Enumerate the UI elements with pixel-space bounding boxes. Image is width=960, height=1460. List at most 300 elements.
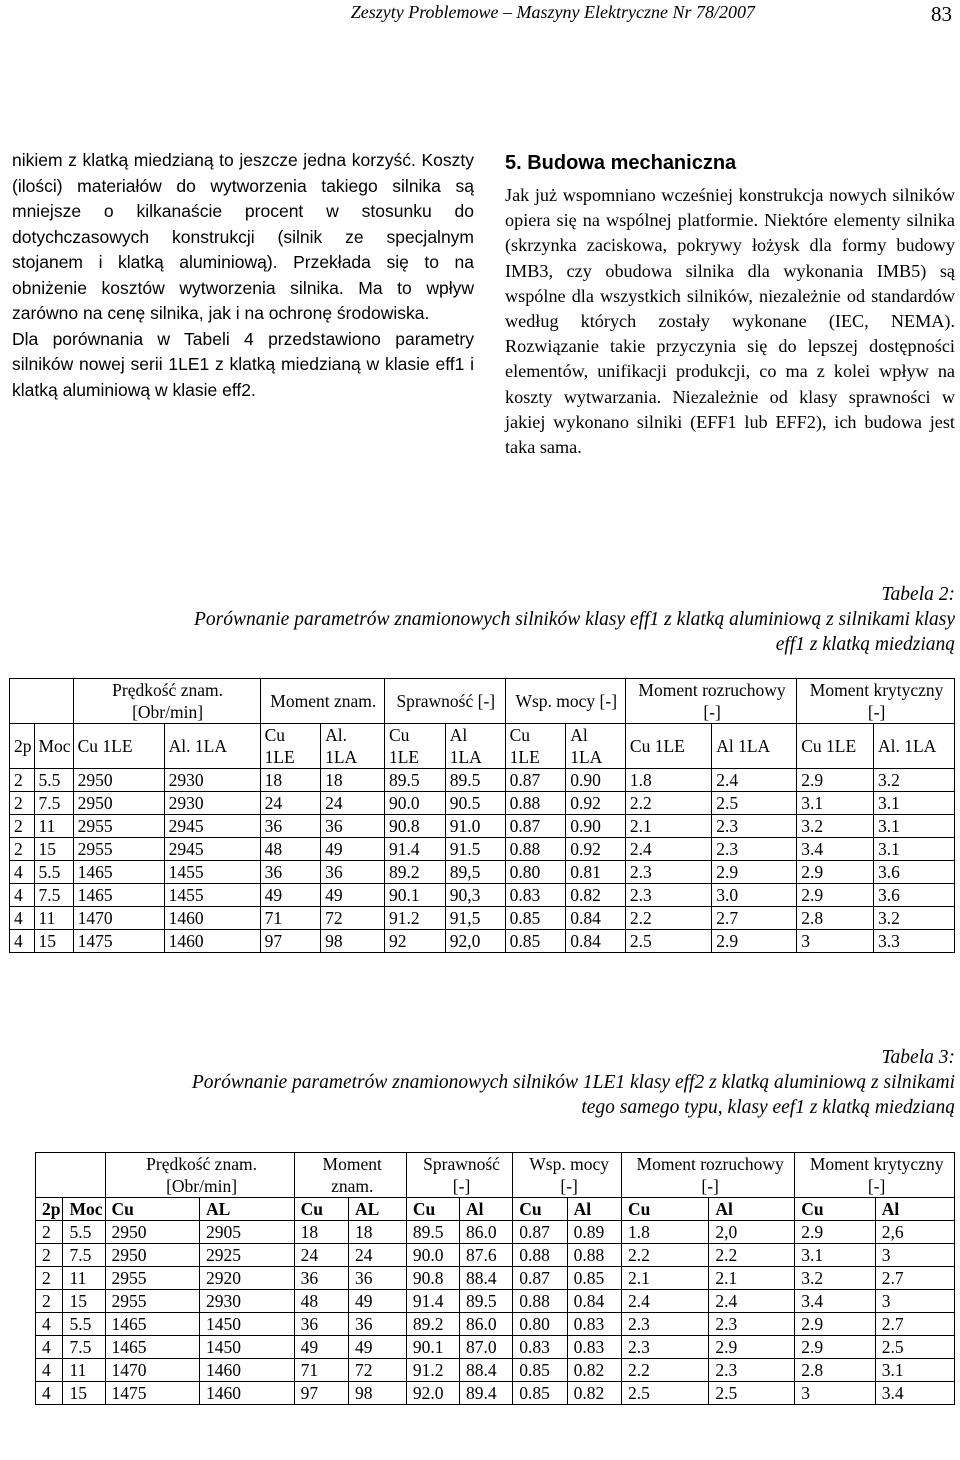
table2-subheader-cell: Cu 1LE [384,724,445,769]
table-cell: 18 [349,1221,407,1244]
table-cell: 0.90 [566,769,626,792]
table-cell: 0.85 [505,930,566,953]
table-cell: 15 [63,1290,105,1313]
table3-subheader-cell: Cu [294,1198,348,1221]
section-heading: 5. Budowa mechaniczna [505,152,737,174]
table-cell: 2.9 [795,1221,875,1244]
table-row [36,1359,955,1382]
table2-label: Tabela 2: [881,584,955,605]
table-cell: 24 [321,792,385,815]
table-cell: 4 [36,1359,63,1382]
table-cell: 48 [294,1290,348,1313]
table-cell: 2.2 [622,1244,709,1267]
table-cell: 0.92 [566,792,626,815]
table-cell: 89.2 [384,861,445,884]
table-cell: 2950 [105,1244,200,1267]
table3-caption [10,1045,955,1120]
table-cell: 49 [321,884,385,907]
table-row [10,907,955,930]
table-cell: 2.3 [709,1313,795,1336]
table-cell: 90.8 [406,1267,459,1290]
table-cell: 2930 [200,1290,295,1313]
table-cell: 0.82 [566,884,626,907]
table-row [10,838,955,861]
table-cell: 0.84 [567,1290,621,1313]
table-cell: 2.5 [709,1382,795,1405]
table-row [36,1336,955,1359]
table-cell: 3.2 [873,769,954,792]
table-cell: 0.82 [567,1382,621,1405]
table-cell: 36 [349,1313,407,1336]
table-cell: 7.5 [34,884,73,907]
table-cell: 2.8 [795,1359,875,1382]
table-cell: 2.1 [709,1267,795,1290]
table-cell: 2.2 [625,792,711,815]
table-cell: 2925 [200,1244,295,1267]
table-cell: 2.5 [625,930,711,953]
table3-subheader-cell: Al [875,1198,954,1221]
table-cell: 2 [10,815,35,838]
table-cell: 89,5 [445,861,505,884]
table-cell: 1470 [73,907,164,930]
table-cell: 2.3 [712,838,797,861]
table-cell: 4 [36,1336,63,1359]
table-cell: 18 [260,769,321,792]
table-cell: 2.4 [709,1290,795,1313]
table-cell: 2.2 [709,1244,795,1267]
table-row [10,769,955,792]
table3-subheader-cell: Al [460,1198,513,1221]
table-cell: 1450 [200,1313,295,1336]
table-cell: 3.4 [875,1382,954,1405]
table2-subheader-cell: Cu 1LE [625,724,711,769]
table-cell: 49 [294,1336,348,1359]
table-cell: 1455 [164,861,260,884]
table-cell: 2.4 [712,769,797,792]
table-cell: 90.1 [384,884,445,907]
right-column [505,150,955,460]
table-cell: 2.9 [712,861,797,884]
table-cell: 0.80 [505,861,566,884]
table-cell: 91.0 [445,815,505,838]
table-cell: 3 [875,1244,954,1267]
table-cell: 3 [797,930,874,953]
table-cell: 3.1 [875,1359,954,1382]
table-cell: 36 [294,1267,348,1290]
table-cell: 49 [260,884,321,907]
table-cell: 90.8 [384,815,445,838]
table-cell: 0.81 [566,861,626,884]
table-cell: 2 [36,1244,63,1267]
table-cell: 0.82 [567,1359,621,1382]
table-cell: 24 [349,1244,407,1267]
table-row [10,861,955,884]
table-cell: 36 [349,1267,407,1290]
table-cell: 3.2 [797,815,874,838]
table-cell: 71 [260,907,321,930]
table-cell: 71 [294,1359,348,1382]
table-cell: 2.9 [795,1336,875,1359]
table-cell: 4 [10,907,35,930]
table-cell: 2.7 [875,1267,954,1290]
table3-group-header-row [36,1153,955,1198]
table-cell: 2.5 [875,1336,954,1359]
table-cell: 4 [36,1313,63,1336]
table-cell: 15 [34,930,73,953]
table-cell: 2.3 [712,815,797,838]
table3-subheader-cell: 2p [36,1198,63,1221]
table-cell: 2930 [164,792,260,815]
table-cell: 2.5 [712,792,797,815]
table-cell: 2.9 [709,1336,795,1359]
table-cell: 88.4 [460,1359,513,1382]
table3-subheader-cell: Cu [406,1198,459,1221]
table2-subheader-cell: Moc [34,724,73,769]
table-cell: 2 [10,769,35,792]
table-cell: 3.2 [873,907,954,930]
table2-subheader-cell: Al 1LA [712,724,797,769]
table-cell: 87.6 [460,1244,513,1267]
table3-group-header: Sprawność [-] [406,1153,512,1198]
table-cell: 2.9 [795,1313,875,1336]
table-cell: 5.5 [63,1221,105,1244]
table-cell: 0.85 [505,907,566,930]
table-cell: 72 [321,907,385,930]
table3 [35,1152,955,1405]
table2-subheader-row [10,724,955,769]
table-cell: 2.2 [622,1359,709,1382]
table-cell: 90.0 [406,1244,459,1267]
table3-group-header: Prędkość znam. [Obr/min] [105,1153,294,1198]
table2-subheader-cell: Al. 1LA [164,724,260,769]
table2-group-header: Wsp. mocy [-] [505,679,625,724]
table3-subheader-cell: Cu [622,1198,709,1221]
table-cell: 92 [384,930,445,953]
table-cell: 36 [260,861,321,884]
table-cell: 1465 [73,884,164,907]
table2-subheader-cell: Cu 1LE [73,724,164,769]
table-cell: 11 [34,815,73,838]
table-cell: 5.5 [34,861,73,884]
table-cell: 0.92 [566,838,626,861]
page-number: 83 [931,2,952,26]
table-cell: 4 [10,884,35,907]
table3-subheader-cell: AL [349,1198,407,1221]
table-cell: 1.8 [622,1221,709,1244]
table-cell: 5.5 [34,769,73,792]
table-cell: 2 [10,838,35,861]
table-cell: 18 [294,1221,348,1244]
table2-title-line2: eff1 z klatką miedzianą [775,634,955,655]
table2-group-header-row [10,679,955,724]
table-cell: 3.1 [873,815,954,838]
table-cell: 15 [34,838,73,861]
table-cell: 36 [321,861,385,884]
table-cell: 0.84 [566,907,626,930]
table3-body [36,1221,955,1405]
table2-subheader-cell: Al. 1LA [873,724,954,769]
table2-group-header: Prędkość znam. [Obr/min] [73,679,260,724]
table-cell: 91.2 [384,907,445,930]
table-cell: 2.9 [797,769,874,792]
table-row [36,1267,955,1290]
table3-label: Tabela 3: [881,1047,955,1068]
table-cell: 1470 [105,1359,200,1382]
table-cell: 7.5 [63,1336,105,1359]
table-cell: 2945 [164,815,260,838]
table-cell: 72 [349,1359,407,1382]
table-cell: 3.3 [873,930,954,953]
table-cell: 1455 [164,884,260,907]
table-cell: 0.88 [513,1244,567,1267]
table3-group-header: Moment znam. [294,1153,406,1198]
table-cell: 2.7 [875,1313,954,1336]
table-cell: 88.4 [460,1267,513,1290]
table-cell: 2950 [73,769,164,792]
table2-subheader-cell: Cu 1LE [260,724,321,769]
table-cell: 3.4 [795,1290,875,1313]
table-cell: 89.5 [406,1221,459,1244]
page-header [0,0,960,30]
table-cell: 11 [63,1359,105,1382]
table-cell: 7.5 [63,1244,105,1267]
table2-group-header: Moment rozruchowy [-] [625,679,796,724]
table-cell: 2,0 [709,1221,795,1244]
table-cell: 2905 [200,1221,295,1244]
table-cell: 91.4 [384,838,445,861]
table-cell: 2.1 [625,815,711,838]
table-cell: 0.87 [513,1221,567,1244]
table-cell: 91,5 [445,907,505,930]
table-row [10,930,955,953]
table-cell: 11 [63,1267,105,1290]
table2-group-header: Moment krytyczny [-] [797,679,955,724]
right-paragraph: Jak już wspomniano wcześniej konstrukcja nowych silników opiera się na wspólnej platformie. Niektóre elementy silnika (skrzynka zaciskowa, pokrywy łożysk dla formy budowy IMB3, czy obudowa silnika dla wykonania IMB5) są wspólne dla wszystkich silników, niezależnie od standardów według których zostały wykonane (IEC, NEMA). Rozwiązanie takie przyczynia się do lepszej dostępności elementów, unifikacji produkcji, co ma z kolei wpływ na koszty wytwarzania. Niezależnie od klasy sprawności w jakiej wykonano silniki (EFF1 lub EFF2), ich budowa jest taka sama. [505,185,955,458]
table-cell: 87.0 [460,1336,513,1359]
table-cell: 18 [321,769,385,792]
table-cell: 0.87 [513,1267,567,1290]
table2-subheader-cell: 2p [10,724,35,769]
table-cell: 11 [34,907,73,930]
table-cell: 3 [875,1290,954,1313]
table-cell: 2.9 [797,884,874,907]
table-cell: 2.3 [625,861,711,884]
table-cell: 4 [36,1382,63,1405]
table-cell: 86.0 [460,1313,513,1336]
table-cell: 1475 [73,930,164,953]
table-cell: 0.80 [513,1313,567,1336]
table2-group-header: Sprawność [-] [384,679,505,724]
table-cell: 2.1 [622,1267,709,1290]
table-row [10,792,955,815]
table-cell: 90.0 [384,792,445,815]
table-cell: 90.5 [445,792,505,815]
table-cell: 0.83 [567,1313,621,1336]
table2-group-header: Moment znam. [260,679,384,724]
table-cell: 1460 [164,907,260,930]
table-cell: 2955 [73,838,164,861]
table-row [36,1313,955,1336]
table-cell: 0.88 [513,1290,567,1313]
table3-subheader-cell: Cu [513,1198,567,1221]
table-cell: 2955 [105,1290,200,1313]
left-column [12,148,474,403]
table-cell: 49 [349,1290,407,1313]
table-cell: 97 [260,930,321,953]
left-paragraph-2: Dla porównania w Tabeli 4 przedstawiono parametry silników nowej serii 1LE1 z klatką miedzianą w klasie eff1 i klatką aluminiową w klasie eff2. [12,328,474,400]
table3-subheader-cell: Cu [105,1198,200,1221]
table2-subheader-cell: Cu 1LE [797,724,874,769]
table-cell: 0.85 [567,1267,621,1290]
table-cell: 1.8 [625,769,711,792]
table-cell: 49 [349,1336,407,1359]
table-cell: 3.1 [797,792,874,815]
table-cell: 2.7 [712,907,797,930]
table2-subheader-cell: Al 1LA [566,724,626,769]
table-cell: 2 [36,1221,63,1244]
table-row [36,1290,955,1313]
table-row [36,1244,955,1267]
table-cell: 0.88 [505,792,566,815]
table-cell: 36 [294,1313,348,1336]
table-cell: 89.5 [445,769,505,792]
table-cell: 92,0 [445,930,505,953]
table-cell: 3.4 [797,838,874,861]
table2-body [10,769,955,953]
table-cell: 86.0 [460,1221,513,1244]
table-cell: 92.0 [406,1382,459,1405]
table-cell: 89.5 [384,769,445,792]
table3-blank-cell [36,1153,106,1198]
table-cell: 2920 [200,1267,295,1290]
table-cell: 90.1 [406,1336,459,1359]
table-cell: 24 [294,1244,348,1267]
table-cell: 0.89 [567,1221,621,1244]
table-cell: 1475 [105,1382,200,1405]
table3-subheader-cell: Al [709,1198,795,1221]
table2-title-line1: Porównanie parametrów znamionowych silników klasy eff1 z klatką aluminiową z silnikami klasy [194,609,955,630]
table-cell: 2.4 [622,1290,709,1313]
table-cell: 2.2 [625,907,711,930]
table-cell: 49 [321,838,385,861]
table-cell: 0.83 [513,1336,567,1359]
table-cell: 3 [795,1382,875,1405]
table-cell: 1465 [105,1313,200,1336]
table-cell: 2 [36,1290,63,1313]
table-cell: 89.2 [406,1313,459,1336]
table-cell: 1450 [200,1336,295,1359]
table-row [36,1221,955,1244]
table2-caption [10,582,955,657]
table-cell: 2.5 [622,1382,709,1405]
table-cell: 5.5 [63,1313,105,1336]
table-cell: 2950 [73,792,164,815]
table-cell: 4 [10,930,35,953]
table-cell: 2.8 [797,907,874,930]
table-cell: 97 [294,1382,348,1405]
table3-group-header: Moment rozruchowy [-] [622,1153,795,1198]
table-cell: 2.9 [797,861,874,884]
table-cell: 2,6 [875,1221,954,1244]
table-cell: 15 [63,1382,105,1405]
table-cell: 2.3 [622,1336,709,1359]
table-cell: 1460 [200,1359,295,1382]
table-cell: 0.88 [505,838,566,861]
table2-subheader-cell: Al 1LA [445,724,505,769]
table-cell: 0.87 [505,815,566,838]
table-cell: 36 [321,815,385,838]
table-cell: 3.2 [795,1267,875,1290]
table-row [36,1382,955,1405]
table-cell: 2950 [105,1221,200,1244]
table-cell: 7.5 [34,792,73,815]
table3-title-line2: tego samego typu, klasy eef1 z klatką miedzianą [581,1097,955,1118]
table-cell: 89.5 [460,1290,513,1313]
table-cell: 1465 [105,1336,200,1359]
left-paragraph-1: nikiem z klatką miedzianą to jeszcze jedna korzyść. Koszty (ilości) materiałów do wytworzenia takiego silnika są mniejsze o kilkanaście procent w stosunku do dotychczasowych konstrukcji (silnik ze specjalnym stojanem i klatką aluminiową). Przekłada się to na obniżenie kosztów wytworzenia silnika. Ma to wpływ zarówno na cenę silnika, jak i na ochronę środowiska. [12,150,474,323]
table-cell: 2 [10,792,35,815]
table-cell: 4 [10,861,35,884]
table3-subheader-cell: Moc [63,1198,105,1221]
table-cell: 48 [260,838,321,861]
table-cell: 2930 [164,769,260,792]
table-cell: 1460 [164,930,260,953]
table3-group-header: Moment krytyczny [-] [795,1153,955,1198]
table-cell: 0.84 [566,930,626,953]
table-cell: 2.3 [622,1313,709,1336]
table-cell: 3.6 [873,861,954,884]
table-cell: 3.1 [873,792,954,815]
table-cell: 91.5 [445,838,505,861]
table-cell: 2955 [105,1267,200,1290]
table2-subheader-cell: Cu 1LE [505,724,566,769]
table-cell: 91.2 [406,1359,459,1382]
table-cell: 3.6 [873,884,954,907]
table-cell: 2.4 [625,838,711,861]
table-cell: 2.3 [625,884,711,907]
table-cell: 24 [260,792,321,815]
table-cell: 1460 [200,1382,295,1405]
table-cell: 0.90 [566,815,626,838]
table-cell: 0.85 [513,1382,567,1405]
table-cell: 2955 [73,815,164,838]
table-cell: 98 [321,930,385,953]
table-cell: 0.85 [513,1359,567,1382]
table-cell: 36 [260,815,321,838]
table-cell: 2.3 [709,1359,795,1382]
table-cell: 2 [36,1267,63,1290]
table-cell: 0.88 [567,1244,621,1267]
table-cell: 90,3 [445,884,505,907]
table-cell: 89.4 [460,1382,513,1405]
table-cell: 0.83 [567,1336,621,1359]
table-cell: 1465 [73,861,164,884]
table2-blank-cell [10,679,74,724]
table3-subheader-cell: Cu [795,1198,875,1221]
table2-subheader-cell: Al. 1LA [321,724,385,769]
table-cell: 3.1 [873,838,954,861]
table3-subheader-row [36,1198,955,1221]
table3-subheader-cell: Al [567,1198,621,1221]
table-cell: 98 [349,1382,407,1405]
table-cell: 0.87 [505,769,566,792]
table3-subheader-cell: AL [200,1198,295,1221]
table-cell: 3.1 [795,1244,875,1267]
journal-title: Zeszyty Problemowe – Maszyny Elektryczne Nr 78/2007 [350,2,755,22]
table3-group-header: Wsp. mocy [-] [513,1153,622,1198]
table-row [10,815,955,838]
table-cell: 91.4 [406,1290,459,1313]
